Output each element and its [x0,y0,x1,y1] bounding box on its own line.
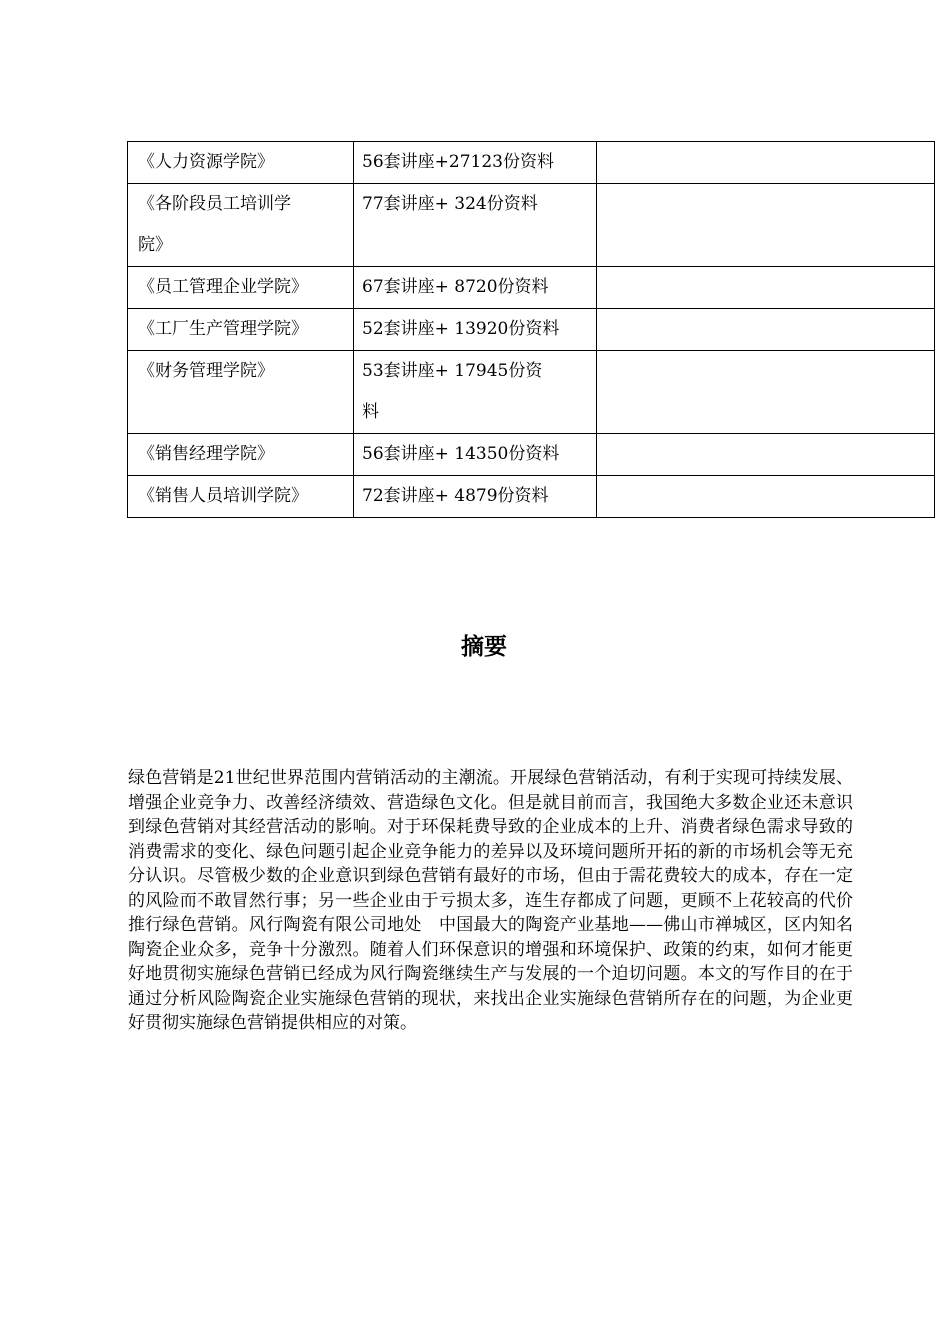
resource-count-cell: 67套讲座+ 8720份资料 [354,267,597,309]
table-row [128,351,935,434]
empty-cell [597,351,935,434]
resource-table [127,141,935,518]
table-row [128,309,935,351]
abstract-heading: 摘要 [461,634,507,660]
abstract-paragraph: 绿色营销是21世纪世界范围内营销活动的主潮流。开展绿色营销活动，有利于实现可持续发展、增强企业竞争力、改善经济绩效、营造绿色文化。但是就目前而言，我国绝大多数企业还未意识到绿色营销对其经营活动的影响。对于环保耗费导致的企业成本的上升、消费者绿色需求导致的消费需求的变化、绿色问题引起企业竞争能力的差异以及环境问题所开拓的新的市场机会等无充分认识。尽管极少数的企业意识到绿色营销有最好的市场，但由于需花费较大的成本，存在一定的风险而不敢冒然行事；另一些企业由于亏损太多，连生存都成了问题，更顾不上花较高的代价推行绿色营销。风行陶瓷有限公司地处 中国最大的陶瓷产业基地——佛山市禅城区，区内知名陶瓷企业众多，竞争十分激烈。随着人们环保意识的增强和环境保护、政策的约束，如何才能更好地贯彻实施绿色营销已经成为风行陶瓷继续生产与发展的一个迫切问题。本文的写作目的在于通过分析风险陶瓷企业实施绿色营销的现状，来找出企业实施绿色营销所存在的问题，为企业更好贯彻实施绿色营销提供相应的对策。 [128,768,853,1033]
table-row [128,476,935,518]
empty-cell [597,267,935,309]
academy-name-cell: 《销售人员培训学院》 [128,476,354,518]
resource-count-cell: 56套讲座+ 14350份资料 [354,434,597,476]
resource-count-cell: 77套讲座+ 324份资料 [354,184,597,267]
empty-cell [597,434,935,476]
empty-cell [597,184,935,267]
empty-cell [597,476,935,518]
empty-cell [597,142,935,184]
academy-name-cell: 《销售经理学院》 [128,434,354,476]
academy-name-cell: 《各阶段员工培训学院》 [128,184,354,267]
resource-count-cell: 56套讲座+27123份资料 [354,142,597,184]
academy-name-cell: 《财务管理学院》 [128,351,354,434]
resource-count-cell: 72套讲座+ 4879份资料 [354,476,597,518]
resource-count-cell: 52套讲座+ 13920份资料 [354,309,597,351]
academy-name-cell: 《员工管理企业学院》 [128,267,354,309]
academy-name-cell: 《工厂生产管理学院》 [128,309,354,351]
resource-count-cell: 53套讲座+ 17945份资料 [354,351,597,434]
academy-name-cell: 《人力资源学院》 [128,142,354,184]
table-row [128,184,935,267]
table-row [128,142,935,184]
table-row [128,267,935,309]
table-row [128,434,935,476]
empty-cell [597,309,935,351]
